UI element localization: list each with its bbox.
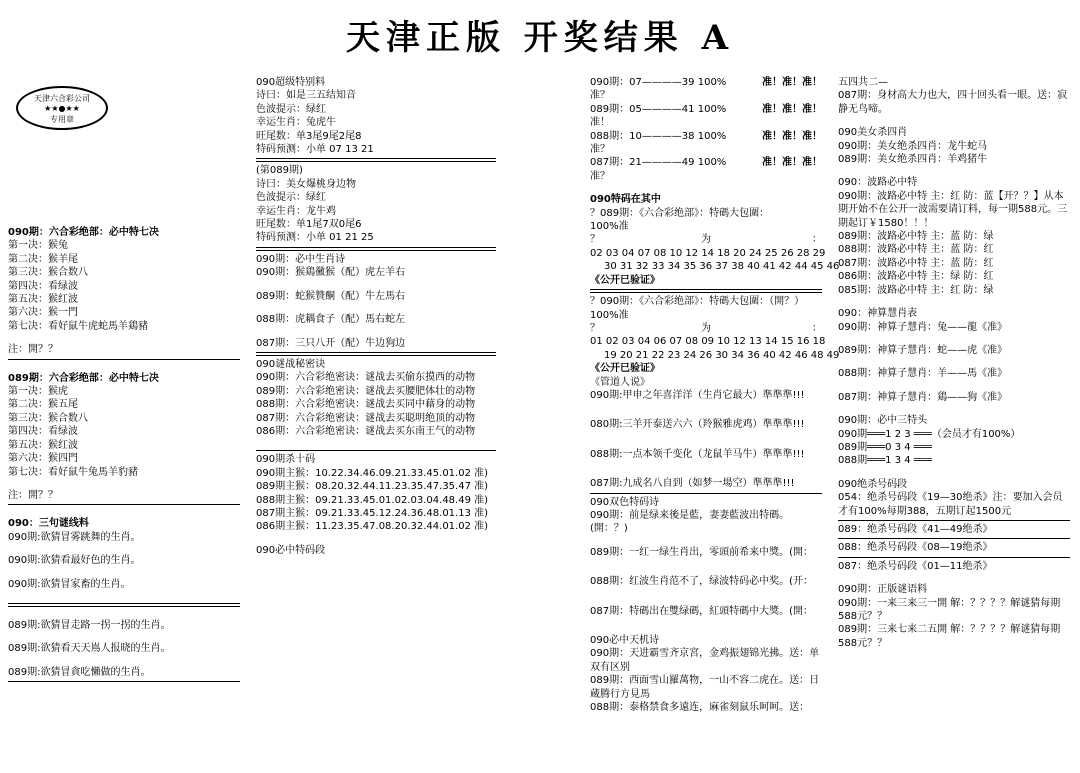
text-line: 准？ [590,170,610,182]
text-line: 第四决：看绿波 [8,426,78,438]
text-line: 090期:欲猜看最好色的生肖。 [8,555,141,567]
hit-mark: 准！准！准！ [762,103,822,115]
text-line: 087期主猴：09.21.33.45.12.24.36.48.01.13 准) [256,507,489,519]
column-4 [838,76,1070,650]
hit-mark: 准！准！准！ [762,130,822,142]
company-seal [16,86,108,130]
text-line: 089期：一红一绿生肖出，零頭前希来中獎。(開： [590,546,813,558]
result-a: ？ [590,322,600,334]
text-line: 特码预测：小单 07 13 21 [256,144,374,156]
text-line: 090特码在其中 [590,194,661,206]
riddle-54-block [838,76,1070,116]
kill-range-block [838,478,1070,573]
text-line: 089期═══0 3 4 ═══ [838,441,932,453]
text-line: 089期：六合彩绝密诀：谜战去买腰肥体壮的动物 [256,385,476,397]
result-b: 为 [701,322,711,334]
text-line: ？090期：《六合彩绝部》：特碼大包圍：（開？） [590,296,805,308]
special-code-block-089 [590,193,840,287]
verified-tag: 《公开已验证》 [590,274,660,286]
text-line: 旺尾数：单3尾9尾2尾8 [256,130,362,142]
hit-row [590,130,822,143]
hit-text: 089期：05————41 100% [590,103,727,115]
hit-row [590,103,822,116]
text-line: 090期═══1 2 3 ═══（会员才有100%） [838,428,1021,440]
text-line: 090必中特码段 [256,544,326,556]
wise-zodiac-block [838,307,1070,404]
result-c: ： [812,234,822,246]
text-line: 第二决：猴羊尾 [8,253,78,265]
must-win-seven-block-089 [8,372,240,479]
text-line: 088期：虎耦食子（配）馬右蛇左 [256,314,406,326]
text-line: 旺尾数：单1尾7双0尾6 [256,219,362,231]
text-line: 089期：六合彩绝部：必中特七决 [8,372,159,384]
text-line: 090期：神算子慧肖：兔——龍《准》 [838,321,1008,333]
text-line: 090绝杀号码段 [838,478,908,490]
number-line: 19 20 21 22 23 24 26 30 34 36 40 42 46 48 49 [604,349,840,361]
text-line: 090期：猴鶏黴猴（配）虎左羊右 [256,267,406,279]
hit-record-block [590,76,822,183]
text-line: 085期：波路必中特 主：红 防：绿 [838,284,994,296]
note-line: 注：開？？ [8,489,58,501]
text-line: 诗曰：美女爆桃身边物 [256,178,356,190]
text-line: 089期:欲猜看天天嶌人报晓的生肖。 [8,643,171,655]
text-line: 090期主猴：10.22.34.46.09.21.33.45.01.02 准) [256,467,489,479]
result-b: 为 [701,234,711,246]
text-line: 080期:三羊开泰送六六（羚猴雅虎鸡）準準準!!! [590,419,805,431]
text-line: 089期：三来七来二五開 解：？？？？解谜猜每期588元？？ [838,624,1061,649]
text-line: 090期：六合彩绝密诀：谜战去买偷东摸西的动物 [256,372,476,384]
text-line: 054：绝杀号码段《19—30绝杀》注：要加入会员才有100%每期388，五期订起1500元 [838,492,1063,517]
text-line: 090期杀十码 [256,454,316,466]
text-line: 准！ [590,117,610,129]
text-line: 第七决：看好鼠牛虎蛇馬羊鶏豬 [8,320,148,332]
text-line: 087：绝杀号码段《01—11绝杀》 [838,560,993,572]
text-line: 090期:甲申之年喜洋洋（生肖它最大）準準準!!! [590,389,805,401]
number-line: 01 02 03 04 06 07 08 09 10 12 13 14 15 16 18 [590,336,826,348]
text-line: 087期：特碼出在雙绿碼，紅頭特碼中大獎。(開： [590,605,813,617]
text-line: 087期：六合彩绝密诀：谜战去买聪明绝顶的动物 [256,412,476,424]
text-line: 诗曰：如是三五结知音 [256,90,356,102]
text-line: 准？ [590,90,610,102]
text-line: 090期：美女绝杀四肖：龙牛蛇马 [838,140,988,152]
text-line: 第三决：猴合数八 [8,267,88,279]
text-line: 087期:九成名八自到（如梦一場空）準準準!!! [590,478,795,490]
text-line: ？089期：《六合彩绝部》：特碼大包圍： [590,207,770,219]
special-code-block-090 [590,295,840,375]
seal-stars: ★★●★★ [44,104,80,113]
text-line: 第五决：猴红波 [8,294,78,306]
text-line: 090期:欲猜冒家畜的生肖。 [8,578,131,590]
result-row [590,233,822,246]
seal-bottom-text: 专用章 [50,115,74,124]
text-line: 089期:欲猜冒走路一拐一拐的生肖。 [8,619,171,631]
text-line: 088期═══1 3 4 ═══ [838,455,932,467]
two-color-poem-block [590,496,822,618]
seal-top-text: 天津六合彩公司 [34,94,90,103]
text-line: 特码预测：小单 01 21 25 [256,232,374,244]
text-line: 090：神算慧肖表 [838,308,918,320]
text-line: 089期主猴：08.20.32.44.11.23.35.47.35.47 准) [256,481,489,493]
text-line: 086期：六合彩绝密诀：谜战去买东南王气的动物 [256,425,476,437]
text-line: 090期：正版谜语料 [838,584,928,596]
text-line: 089期：蛇猴贊酮（配）牛左馬右 [256,290,406,302]
text-line: 090期:欲猜冒雾跳舞的生肖。 [8,531,141,543]
text-line: 色波提示：绿红 [256,192,326,204]
hit-text: 088期：10————38 100% [590,130,727,142]
kill-ten-block [256,453,496,533]
text-line: 090谜战秘密诀 [256,358,326,370]
text-line: 088：绝杀号码段《08—19绝杀》 [838,542,993,554]
hit-text: 087期：21————49 100% [590,157,727,169]
text-line: (第089期) [256,165,303,177]
fortune-poem-block [590,634,822,714]
text-line: 088期：红波生肖范不了，绿波特码必中奖。(开： [590,576,813,588]
column-2 [256,76,496,557]
text-line: 086期：波路必中特 主：绿 防：红 [838,271,994,283]
riddle-secret-block [256,358,496,438]
text-line: 090期：必中三特头 [838,415,928,427]
text-line: 090期：六合彩绝部：必中特七决 [8,227,159,238]
text-line: 088期主猴：09.21.33.45.01.02.03.04.48.49 准) [256,494,489,506]
text-line: 090：波路必中特 [838,177,918,189]
hit-text: 090期：07————39 100% [590,77,727,88]
text-line: 089期：美女绝杀四肖：羊鸡猪牛 [838,154,988,166]
riddle-material-block [838,583,1070,650]
text-line: 第六决：猴一門 [8,307,78,319]
text-line: 088期：神算子慧肖：羊——馬《准》 [838,368,1008,380]
text-line: 090必中天机诗 [590,635,660,646]
text-line: 088期：波路必中特 主：蓝 防：红 [838,244,994,256]
wave-block [838,176,1070,297]
text-line: 089期：波路必中特 主：蓝 防：绿 [838,231,994,243]
text-line: 第三决：猴合数八 [8,412,88,424]
column-1 [8,226,240,684]
text-line: 第二决：猴五尾 [8,399,78,411]
note-line: 注：開？？ [8,344,58,356]
text-line: 第四决：看绿波 [8,280,78,292]
text-line: 087期：波路必中特 主：蓝 防：红 [838,257,994,269]
text-line: 090：三句谜线料 [8,518,89,530]
text-line: 088期：泰格禁食多遠连，麻雀刻鼠乐呵呵。送： [590,702,810,714]
text-line: 090期：前是绿来後是藍，妻妻藍波出特碼。(開：？) [590,509,790,535]
text-line: 089：绝杀号码段《41—49绝杀》 [838,523,993,535]
hit-row [590,76,822,89]
text-line: 第七决：看好鼠牛兔馬羊豹豬 [8,466,138,478]
text-line: 089期：西面雪山羅萬物，一山不容二虎在。送：日蔵腾行方見馬 [590,675,820,700]
verified-tag: 《公开已验证》 [590,363,660,375]
text-line: 第一决：猴兔 [8,240,68,252]
text-line: 090双色特码诗 [590,496,660,508]
number-line: 02 03 04 07 08 10 12 14 18 20 24 25 26 28 29 [590,247,826,259]
text-line: 第一决：猴虎 [8,386,68,398]
hit-row [590,156,822,169]
text-line: 090期：一来三来三一開 解：？？？？解谜猜每期588元？？ [838,597,1061,622]
text-line: 090期：天进霸雪齐京宮，金鸡振翅锦光拂。送：单双有区别 [590,648,820,673]
text-line: 088期:一点本领千变化（龙鼠羊马牛）準準準!!! [590,448,805,460]
text-line: 准？ [590,144,610,156]
beauty-kill-block [838,126,1070,166]
text-line: 第五决：猴红波 [8,439,78,451]
text-line: 五四共二— [838,77,888,88]
riddle-block [8,517,240,679]
text-line: 087期：身材高大力也大，四十回头看一眼。送：寂静无鸟啼。 [838,90,1068,115]
text-line: 100%准 [590,221,629,233]
text-line: 087期：三只八开（配）牛边狗边 [256,337,406,349]
text-line: 第六决：猴四門 [8,453,78,465]
text-line: 090美女杀四肖 [838,127,908,139]
text-line: 幸运生肖：龙牛鸡 [256,205,336,217]
text-line: 090期：必中生肖诗 [256,253,346,265]
page-title: 天津正版 开奖结果 A [345,18,735,58]
special-material-block [256,76,496,156]
pipeline-block [590,376,822,491]
text-line: 090期：波路必中特 主：红 防：蓝【开？？】从本期开始不在公开一波需要请订料，每一期588元。三期起订￥1580！！！ [838,190,1068,229]
text-line: 《管道人说》 [590,376,650,388]
zodiac-poem-block [256,253,496,350]
number-line: 30 31 32 33 34 35 36 37 38 40 41 42 44 45 46 [604,261,840,273]
period-089-block [256,164,496,244]
hit-mark: 准！准！准！ [762,157,822,169]
hit-mark: 准！准！准！ [762,77,822,88]
text-line: 090超级特别料 [256,77,326,88]
three-head-block [838,414,1070,468]
must-win-seven-block-090 [8,226,240,333]
text-line: 086期主猴：11.23.35.47.08.20.32.44.01.02 准) [256,521,489,533]
result-a: ？ [590,234,600,246]
text-line: 幸运生肖：兔虎牛 [256,117,336,129]
text-line: 088期：六合彩绝密诀：谜战去买同中藉身的动物 [256,399,476,411]
result-row [590,322,822,335]
column-3 [590,76,840,714]
text-line: 100%准 [590,309,629,321]
text-line: 089期：神算子慧肖：蛇——虎《准》 [838,344,1008,356]
text-line: 色波提示：绿红 [256,103,326,115]
result-c: ： [812,322,822,334]
text-line: 087期：神算子慧肖：鶏——狗《准》 [838,391,1008,403]
text-line: 089期:欲猜冒貪吃懶做的生肖。 [8,666,151,678]
